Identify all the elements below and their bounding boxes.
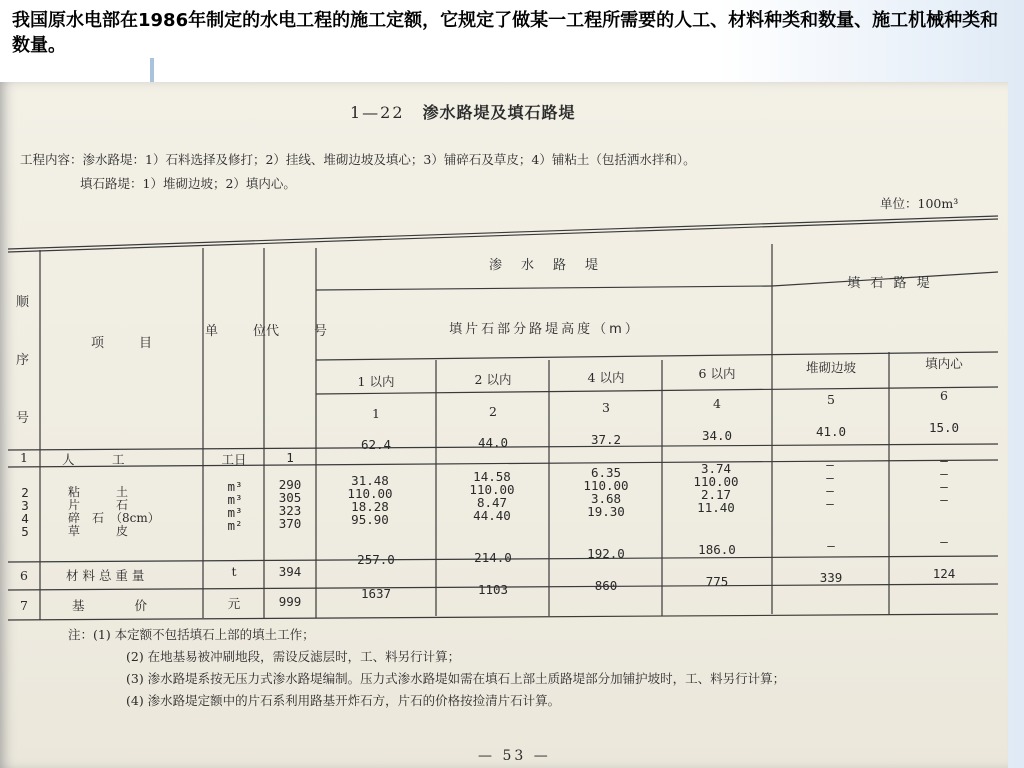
material-col1-val: 95.90 — [351, 512, 389, 527]
header-unit — [205, 262, 270, 402]
material-col5-val: — — [826, 457, 834, 472]
header-height-1: 1 以内 — [357, 374, 395, 389]
material-code-3: 323 — [278, 503, 302, 518]
material-no-4: 5 — [21, 524, 29, 539]
material-col5-val: — — [826, 470, 834, 485]
page-number: — 53 — — [478, 748, 551, 764]
material-col3-val: 19.30 — [587, 504, 625, 519]
header-fill-height: 填片石部分路堤高度（m） — [449, 322, 641, 337]
material-no-3: 4 — [21, 511, 29, 526]
header-seq-char-3: 号 — [15, 411, 32, 426]
row-weight-no: 6 — [20, 568, 28, 583]
material-col5-val: — — [826, 496, 834, 511]
material-col6-val: — — [940, 479, 948, 494]
material-col3-val: 6.35 — [590, 465, 622, 480]
row-price-val-6: 124 — [932, 566, 956, 581]
row-labor-val-2: 44.0 — [477, 435, 509, 450]
row-weight-val-2: 214.0 — [474, 550, 512, 565]
material-col1-val: 18.28 — [351, 499, 389, 514]
material-col3-val: 3.68 — [590, 491, 622, 506]
row-price-unit: 元 — [227, 596, 241, 611]
row-price-val-5: 339 — [819, 570, 843, 585]
material-code-4: 370 — [278, 516, 302, 531]
unit-label: 单位：100m³ — [880, 196, 959, 211]
material-col-5 — [810, 458, 850, 510]
material-col-4 — [676, 462, 756, 514]
row-price-val-3: 860 — [594, 578, 618, 593]
header-code-text: 代 号 — [266, 324, 331, 339]
row-price-no: 7 — [20, 598, 28, 613]
table-title-text: 渗水路堤及填石路堤 — [422, 103, 576, 122]
work-content-seepage: 渗水路堤：1）石料选择及修打；2）挂线、堆砌边坡及填心；3）铺碎石及草皮；4）铺粘土（包括洒水拌和）。 — [82, 152, 696, 167]
material-unit-3: m³ — [227, 505, 243, 520]
material-names — [68, 486, 178, 538]
header-colnum-3: 3 — [602, 400, 610, 415]
row-price-name: 基 价 — [72, 598, 148, 613]
note-2: (2) 在地基易被冲刷地段，需设反滤层时，工、料另行计算； — [126, 649, 461, 664]
row-price-val-1: 1637 — [360, 586, 392, 601]
work-content-rockfill: 填石路堤：1）堆砌边坡；2）填内心。 — [80, 176, 296, 191]
material-units — [215, 480, 255, 532]
note-1: 注：(1) 本定额不包括填石上部的填土工作； — [68, 627, 315, 642]
material-col-3 — [566, 466, 646, 518]
material-col4-val: 11.40 — [697, 500, 735, 515]
note-4: (4) 渗水路堤定额中的片石系利用路基开炸石方，片石的价格按捡清片石计算。 — [126, 693, 561, 708]
note-3: (3) 渗水路堤系按无压力式渗水路堤编制。压力式渗水路堤如需在填石上部土质路堤部分加铺护坡时，工、料另行计算； — [126, 671, 786, 686]
header-seepage-embankment: 渗 水 路 堤 — [488, 258, 601, 273]
material-unit-4: m² — [227, 518, 243, 533]
slide-intro-text: 我国原水电部在1986年制定的水电工程的施工定额，它规定了做某一工程所需要的人工、材料种类和数量、施工机械种类和数量。 — [12, 10, 999, 56]
row-labor-code: 1 — [286, 450, 294, 465]
material-code-2: 305 — [278, 490, 302, 505]
header-item: 项 目 — [90, 336, 155, 351]
material-no-1: 2 — [21, 485, 29, 500]
material-unit-2: m³ — [227, 492, 243, 507]
material-col4-val: 2.17 — [700, 487, 732, 502]
header-rock-core: 填内心 — [925, 356, 963, 371]
material-col-1 — [330, 474, 410, 526]
material-code-1: 290 — [278, 477, 302, 492]
header-seq-char-2: 序 — [15, 353, 32, 368]
material-col1-val: 110.00 — [347, 486, 393, 501]
header-colnum-2: 2 — [489, 404, 497, 419]
row-weight-val-3: 192.0 — [587, 546, 625, 561]
work-content-line-1 — [20, 150, 696, 168]
header-colnum-5: 5 — [827, 392, 835, 407]
header-colnum-6: 6 — [940, 388, 948, 403]
row-weight-val-4: 186.0 — [698, 542, 736, 557]
material-col2-val: 44.40 — [473, 508, 511, 523]
header-rock-slope: 堆砌边坡 — [805, 360, 856, 375]
header-height-6: 6 以内 — [698, 366, 736, 381]
row-weight-code: 394 — [278, 564, 302, 579]
material-col5-val: — — [826, 483, 834, 498]
material-col4-val: 110.00 — [693, 474, 739, 489]
material-col2-val: 110.00 — [469, 482, 515, 497]
material-name-rubble: 片 石 — [68, 498, 129, 512]
row-weight-val-1: 257.0 — [357, 552, 395, 567]
row-labor-name: 人 工 — [62, 452, 125, 467]
row-labor-val-1: 62.4 — [360, 437, 392, 452]
row-weight-name: 材 料 总 重 量 — [66, 568, 145, 583]
material-col6-val: — — [940, 453, 948, 468]
header-seq-char-1: 顺 — [15, 295, 32, 310]
row-labor-val-3: 37.2 — [590, 432, 622, 447]
scanned-quota-page — [0, 82, 1008, 768]
header-colnum-4: 4 — [713, 396, 721, 411]
header-unit-text: 单 位 — [205, 324, 270, 339]
header-height-4: 4 以内 — [587, 370, 625, 385]
material-col-2 — [452, 470, 532, 522]
material-col4-val: 3.74 — [700, 461, 732, 476]
material-col2-val: 14.58 — [473, 469, 511, 484]
material-col2-val: 8.47 — [476, 495, 508, 510]
material-col6-val: — — [940, 466, 948, 481]
material-col6-val: — — [940, 492, 948, 507]
material-col-6 — [924, 454, 964, 506]
row-labor-val-4: 34.0 — [701, 428, 733, 443]
row-labor-val-6: 15.0 — [928, 420, 960, 435]
row-price-code: 999 — [278, 594, 302, 609]
header-colnum-1: 1 — [372, 406, 380, 421]
material-col1-val: 31.48 — [351, 473, 389, 488]
row-price-val-4: 775 — [705, 574, 729, 589]
work-content-label: 工程内容： — [20, 152, 83, 167]
row-weight-val-5: — — [827, 538, 835, 553]
row-labor-no: 1 — [20, 450, 28, 465]
material-no-2: 3 — [21, 498, 29, 513]
material-name-turf: 草 皮 — [68, 524, 129, 538]
material-codes — [266, 478, 314, 530]
header-rockfill-embankment: 填 石 路 堤 — [847, 276, 933, 291]
row-weight-val-6: — — [940, 534, 948, 549]
header-height-2: 2 以内 — [474, 372, 512, 387]
row-price-val-2: 1103 — [477, 582, 509, 597]
material-nos — [18, 486, 32, 538]
material-name-clay: 粘 土 — [68, 485, 129, 499]
table-number: 1—22 — [350, 103, 405, 122]
material-col3-val: 110.00 — [583, 478, 629, 493]
header-seq — [8, 274, 40, 448]
material-unit-1: m³ — [227, 479, 243, 494]
row-weight-unit: t — [231, 564, 237, 579]
header-code — [266, 262, 331, 402]
material-name-gravel: 碎 石 （8cm） — [68, 511, 160, 525]
table-title — [350, 100, 576, 123]
row-labor-unit: 工日 — [221, 452, 247, 467]
row-labor-val-5: 41.0 — [815, 424, 847, 439]
